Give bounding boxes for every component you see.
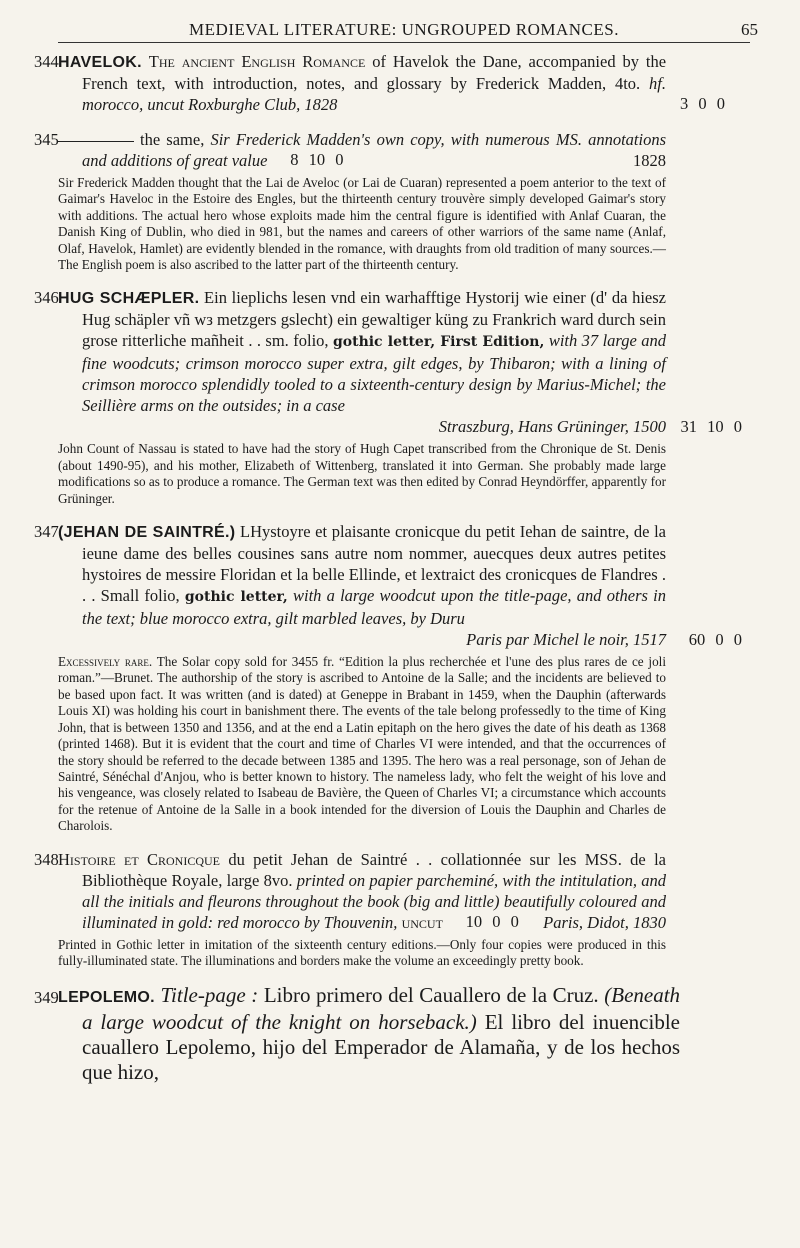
entry-description: with a large woodcut upon the title-page, and others in the text; blue morocco extra, gilt marbled leaves, by Duru [82,586,667,629]
entry-description: Sir Frederick Madden's own copy, with numerous MS. annotations and additions of great value [82,130,667,170]
entry-condition: uncut [401,912,443,932]
entry-note [34,441,750,507]
catalogue-entry-345 [34,129,750,273]
lot-number: 349 [34,988,59,1008]
entry-imprint: Straszburg, Hans Grüninger, 1500 [438,417,666,437]
price: 60 0 0 [688,630,742,650]
entry-note [34,937,750,970]
entry-binding: hf. morocco, uncut [82,74,667,114]
entry-text: The ancient English Romance [148,52,366,71]
ditto-rule [58,141,134,142]
entry-title-continued: El libro del inuencible cauallero Lepolemo, hijo del Emperador de Alamaña, y de los hechos que hizo, [82,1010,680,1085]
note-lead: Excessively rare. [58,654,153,670]
catalogue-entry-346 [34,287,750,507]
price: 31 10 0 [680,417,742,437]
entry-main [34,849,750,933]
entry-description: (Beneath a large woodcut of the knight on horseback.) [82,983,681,1035]
page-number: 65 [741,20,758,39]
entry-text: LHystoyre et plaisante cronicque du petit Iehan de saintre, de la ieune dame des belles cousines sans autre nom nommer, auecques deux autres petites hystoires de messire Floridan et la belle Ellinde, et lextraict des cronicques de Flandres . . . Small folio, [82,522,666,606]
entry-imprint: Paris, Didot, 1830 [543,912,666,932]
note-text: Printed in Gothic letter in imitation of the sixteenth century editions.—Only four copies were produced in this fully-illuminated state. The illuminations and borders make the volume an exceedingly pretty book. [58,936,666,968]
lot-number: 344 [34,52,59,71]
price: 3 0 0 [680,94,726,113]
entry-title: Libro primero del Cauallero de la Cruz. [263,983,599,1008]
note-text: The Solar copy sold for 3455 fr. “Edition la plus recherchée et l'une des plus rares de ce joli roman.”—Brunet. The authorship of the story is ascribed to Antoine de la Salle; and the incidents are believed to be based upon fact. It was written (and is dated) at Geneppe in Brabant in 1459, when the Dauphin (afterwards Louis XI) was holding his court in banishment there. The events of the tale belong professedly to the time of King John, that is between 1350 and 1356, and at the end a Latin epitaph on the hero gives the date of his death as 1368 (printed 1468). But it is evident that the court and time of Charles VI were intended, and that the occurrences of the story should be referred to the decade between 1385 and 1395. The hero was a real personage, son of Jehan de Saintré, Sénéchal d'Anjou, who is better known to history. The nameless lady, who felt the weight of his love and his vengeance, was closely related to Isabeau de Bavière, the Queen of Charles VI; a circumstance which accounts for the retenue of Antoine de la Salle in a book intended for the diversion of Louis the Dauphin and Charles de Charolois. [58,654,666,834]
entry-text: of Havelok the Dane, accompanied by the French text, with introduction, notes, and glossary by Frederick Madden, 4to. [82,52,667,93]
entry-heading: (JEHAN DE SAINTRÉ.) [58,524,236,542]
entry-description: printed on papier parcheminé, with the intitulation, and all the initials and fleurons throughout the book (big and little) beautifully coloured and illuminated in gold: red morocco by Thouvenin, [82,870,667,932]
lot-number: 347 [34,522,59,542]
entry-heading: HAVELOK. [58,54,142,71]
entry-note [34,654,750,834]
entry-main [34,521,750,650]
lot-number: 346 [34,288,59,308]
entry-main [34,129,750,171]
entry-imprint: Paris par Michel le noir, 1517 [466,630,666,650]
entry-heading: Histoire et Cronicque [58,849,221,869]
running-header [58,18,758,43]
entry-note [34,175,750,273]
catalogue-entry-349 [34,983,750,1085]
entry-text: du petit Jehan de Saintré . . collationnée sur les MSS. de la Bibliothèque Royale, large 8vo. [82,849,666,890]
entry-text: the same, [140,130,205,149]
price: 10 0 0 [465,911,519,931]
note-text: John Count of Nassau is stated to have had the story of Hugh Capet transcribed from the Chronique de St. Denis (about 1490-95), and his mother, Elizabeth of Wittenberg, translated it into German. She probably made large modifications so as to produce a romance. The German text was then edited by Conrad Heyndörffer, apparently for Grüninger. [58,441,666,506]
entry-heading: LEPOLEMO. [58,989,155,1007]
entry-edition: gothic letter, First Edition, [332,334,545,351]
catalogue-entry-348 [34,849,750,970]
entry-text: Title-page : [160,983,259,1008]
entry-text: Ein lieplichs lesen vnd ein warhafftige Hystorij wie einer (d' da hiesz Hug schäpler vñ wз metzgers gslecht) ein gewaltiger küng zu Frankrich ward durch sein grose ritterliche mañheit . . sm. folio, [82,288,666,351]
catalogue-entry-347 [34,521,750,834]
price: 8 10 0 [290,150,344,169]
entry-main [34,983,750,1085]
lot-number: 345 [34,130,59,149]
note-text: Sir Frederick Madden thought that the Lai de Aveloc (or Lai de Cuaran) represented a poem anterior to the text of Gaimar's Haveloc in the Estoire des Engles, but the thirteenth century trouvère simply developed Gaimar's story with additions. The actual hero whose exploits made him the central figure is identified with Anlaf Cuaran, the Danish King of Dublin, who died in 981, but the names and careers of other warriors of the same name (Anlaf, Olaf, Havelok, Hamlet) are evidently blended in the romance, with draughts from old tradition of many sources.—The English poem is also ascribed to the latter part of the thirteenth century. [58,175,666,273]
entry-heading: HUG SCHÆPLER. [58,290,200,308]
catalogue-entry-344 [34,51,750,115]
entry-description: with 37 large and fine woodcuts; crimson morocco super extra, gilt edges, by Thibaron; with a lining of crimson morocco splendidly tooled to a sixteenth-century design by Marius-Michel; the Seillière arms on the outsides; in a case [82,331,666,416]
entry-main [34,51,750,115]
page-title: MEDIEVAL LITERATURE: UNGROUPED ROMANCES. [189,20,619,39]
entry-edition: gothic letter, [184,589,288,606]
entry-imprint: 1828 [633,151,666,170]
lot-number: 348 [34,849,59,869]
entry-main [34,287,750,437]
entry-imprint: Roxburghe Club, 1828 [188,95,338,114]
